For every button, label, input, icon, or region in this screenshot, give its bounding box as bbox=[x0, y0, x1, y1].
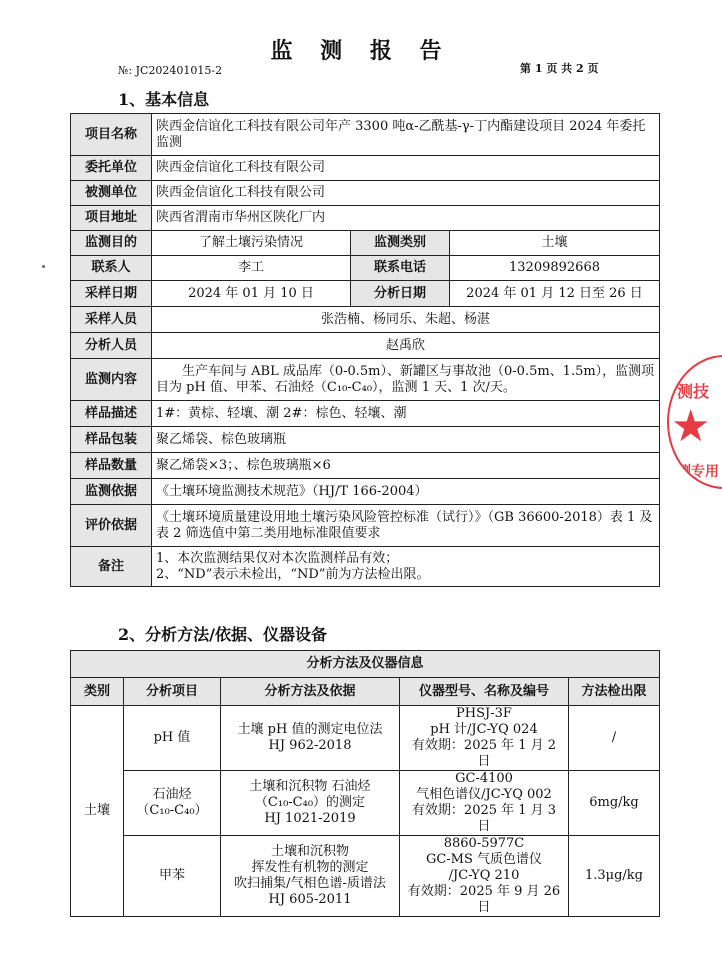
scan-speck bbox=[42, 265, 45, 268]
monitored-unit-label: 被测单位 bbox=[71, 181, 152, 206]
col-item: 分析项目 bbox=[124, 678, 221, 706]
sample-quantity: 聚乙烯袋×3；、棕色玻璃瓶×6 bbox=[152, 453, 660, 479]
instrument-ph bbox=[400, 706, 569, 771]
remark-1: 1、本次监测结果仅对本次监测样品有效； bbox=[156, 550, 399, 566]
method-line: HJ 962-2018 bbox=[268, 738, 352, 753]
document-number: №: JC202401015-2 bbox=[118, 64, 223, 77]
samplers: 张浩楠、杨同乐、朱超、杨湛 bbox=[152, 307, 660, 333]
packaging-label: 样品包装 bbox=[71, 427, 152, 453]
samplers-label: 采样人员 bbox=[71, 307, 152, 333]
basic-info-table bbox=[70, 113, 660, 587]
monitored-unit: 陕西金信谊化工科技有限公司 bbox=[152, 181, 660, 206]
monitoring-content: 生产车间与 ABL 成品库（0-0.5m）、新罐区与事故池（0-0.5m、1.5m），监测项目为 pH 值、甲苯、石油烃（C₁₀-C₄₀），监测 1 天、1 次/天。 bbox=[152, 359, 660, 401]
category-label: 监测类别 bbox=[351, 231, 450, 256]
client: 陕西金信谊化工科技有限公司 bbox=[152, 156, 660, 181]
instrument-line: 气相色谱仪/JC-YQ 002 bbox=[416, 787, 552, 802]
remarks bbox=[152, 547, 660, 587]
method-ph bbox=[221, 706, 400, 771]
address-label: 项目地址 bbox=[71, 206, 152, 231]
project-name: 陕西金信谊化工科技有限公司年产 3300 吨α-乙酰基-γ-丁内酯建设项目 2024 年委托监测 bbox=[152, 114, 660, 156]
limit-ph: / bbox=[569, 706, 660, 771]
quantity-label: 样品数量 bbox=[71, 453, 152, 479]
sample-desc-label: 样品描述 bbox=[71, 401, 152, 427]
method-line: HJ 1021-2019 bbox=[264, 811, 356, 826]
method-line: 土壤和沉积物 石油烃 bbox=[249, 779, 371, 794]
sample-packaging: 聚乙烯袋、棕色玻璃瓶 bbox=[152, 427, 660, 453]
section1-heading: 1、基本信息 bbox=[118, 90, 210, 109]
inspection-stamp bbox=[667, 355, 722, 489]
item-line: 石油烃 bbox=[152, 787, 192, 802]
stamp-text: 测技 bbox=[677, 382, 710, 401]
purpose-label: 监测目的 bbox=[71, 231, 152, 256]
instrument-line: 8860-5977C bbox=[443, 836, 525, 851]
col-method: 分析方法及依据 bbox=[221, 678, 400, 706]
instrument-line: /JC-YQ 210 bbox=[448, 868, 520, 883]
limit-petroleum: 6mg/kg bbox=[569, 771, 660, 836]
method-instrument-table bbox=[70, 650, 660, 917]
category: 土壤 bbox=[450, 231, 660, 256]
item-ph: pH 值 bbox=[124, 706, 221, 771]
instrument-line: 有效期：2025 年 9 月 26 日 bbox=[407, 884, 561, 915]
analysts-label: 分析人员 bbox=[71, 333, 152, 359]
evaluation-label: 评价依据 bbox=[71, 505, 152, 547]
table-title: 分析方法及仪器信息 bbox=[71, 651, 660, 678]
instrument-toluene bbox=[400, 836, 569, 917]
sample-description: 1#：黄棕、轻壤、潮 2#：棕色、轻壤、潮 bbox=[152, 401, 660, 427]
analysis-date-label: 分析日期 bbox=[351, 281, 450, 307]
method-line: 土壤 pH 值的测定电位法 bbox=[237, 722, 383, 737]
instrument-line: GC-MS 气质色谱仪 bbox=[425, 852, 543, 867]
stamp-text: 测专用 bbox=[677, 464, 719, 480]
evaluation-basis: 《土壤环境质量建设用地土壤污染风险管控标准（试行）》（GB 36600-2018）表 1 及表 2 筛选值中第二类用地标准限值要求 bbox=[152, 505, 660, 547]
instrument-line: 有效期：2025 年 1 月 2 日 bbox=[411, 738, 557, 769]
method-line: 挥发性有机物的测定 bbox=[251, 860, 369, 875]
instrument-line: 有效期：2025 年 1 月 3 日 bbox=[411, 803, 557, 834]
category-soil: 土壤 bbox=[71, 706, 124, 917]
instrument-line: GC-4100 bbox=[455, 771, 513, 786]
monitoring-basis: 《土壤环境监测技术规范》（HJ/T 166-2004） bbox=[152, 479, 660, 505]
basis-label: 监测依据 bbox=[71, 479, 152, 505]
instrument-line: pH 计/JC-YQ 024 bbox=[430, 722, 538, 737]
project-name-label: 项目名称 bbox=[71, 114, 152, 156]
star-icon: ★ bbox=[671, 401, 711, 452]
remarks-label: 备注 bbox=[71, 547, 152, 587]
contact: 李工 bbox=[152, 256, 351, 281]
sample-date-label: 采样日期 bbox=[71, 281, 152, 307]
col-category: 类别 bbox=[71, 678, 124, 706]
contact-label: 联系人 bbox=[71, 256, 152, 281]
content-label: 监测内容 bbox=[71, 359, 152, 401]
phone: 13209892668 bbox=[450, 256, 660, 281]
limit-toluene: 1.3μg/kg bbox=[569, 836, 660, 917]
report-title: 监 测 报 告 bbox=[270, 38, 452, 64]
analysis-date: 2024 年 01 月 12 日至 26 日 bbox=[450, 281, 660, 307]
col-limit: 方法检出限 bbox=[569, 678, 660, 706]
purpose: 了解土壤污染情况 bbox=[152, 231, 351, 256]
item-line: （C₁₀-C₄₀） bbox=[136, 803, 208, 818]
instrument-line: PHSJ-3F bbox=[456, 706, 512, 721]
col-instrument: 仪器型号、名称及编号 bbox=[400, 678, 569, 706]
remark-2: 2、“ND”表示未检出，“ND”前为方法检出限。 bbox=[156, 566, 430, 582]
page-number: 第 1 页 共 2 页 bbox=[520, 62, 599, 75]
client-label: 委托单位 bbox=[71, 156, 152, 181]
method-line: 吹扫捕集/气相色谱-质谱法 bbox=[234, 876, 386, 891]
item-toluene: 甲苯 bbox=[124, 836, 221, 917]
phone-label: 联系电话 bbox=[351, 256, 450, 281]
analysts: 赵禹欣 bbox=[152, 333, 660, 359]
method-line: （C₁₀-C₄₀）的测定 bbox=[254, 795, 366, 810]
method-toluene bbox=[221, 836, 400, 917]
method-line: HJ 605-2011 bbox=[268, 892, 352, 907]
item-petroleum bbox=[124, 771, 221, 836]
instrument-petroleum bbox=[400, 771, 569, 836]
method-petroleum bbox=[221, 771, 400, 836]
address: 陕西省渭南市华州区陕化厂内 bbox=[152, 206, 660, 231]
section2-heading: 2、分析方法/依据、仪器设备 bbox=[118, 625, 327, 644]
sample-date: 2024 年 01 月 10 日 bbox=[152, 281, 351, 307]
method-line: 土壤和沉积物 bbox=[270, 844, 349, 859]
